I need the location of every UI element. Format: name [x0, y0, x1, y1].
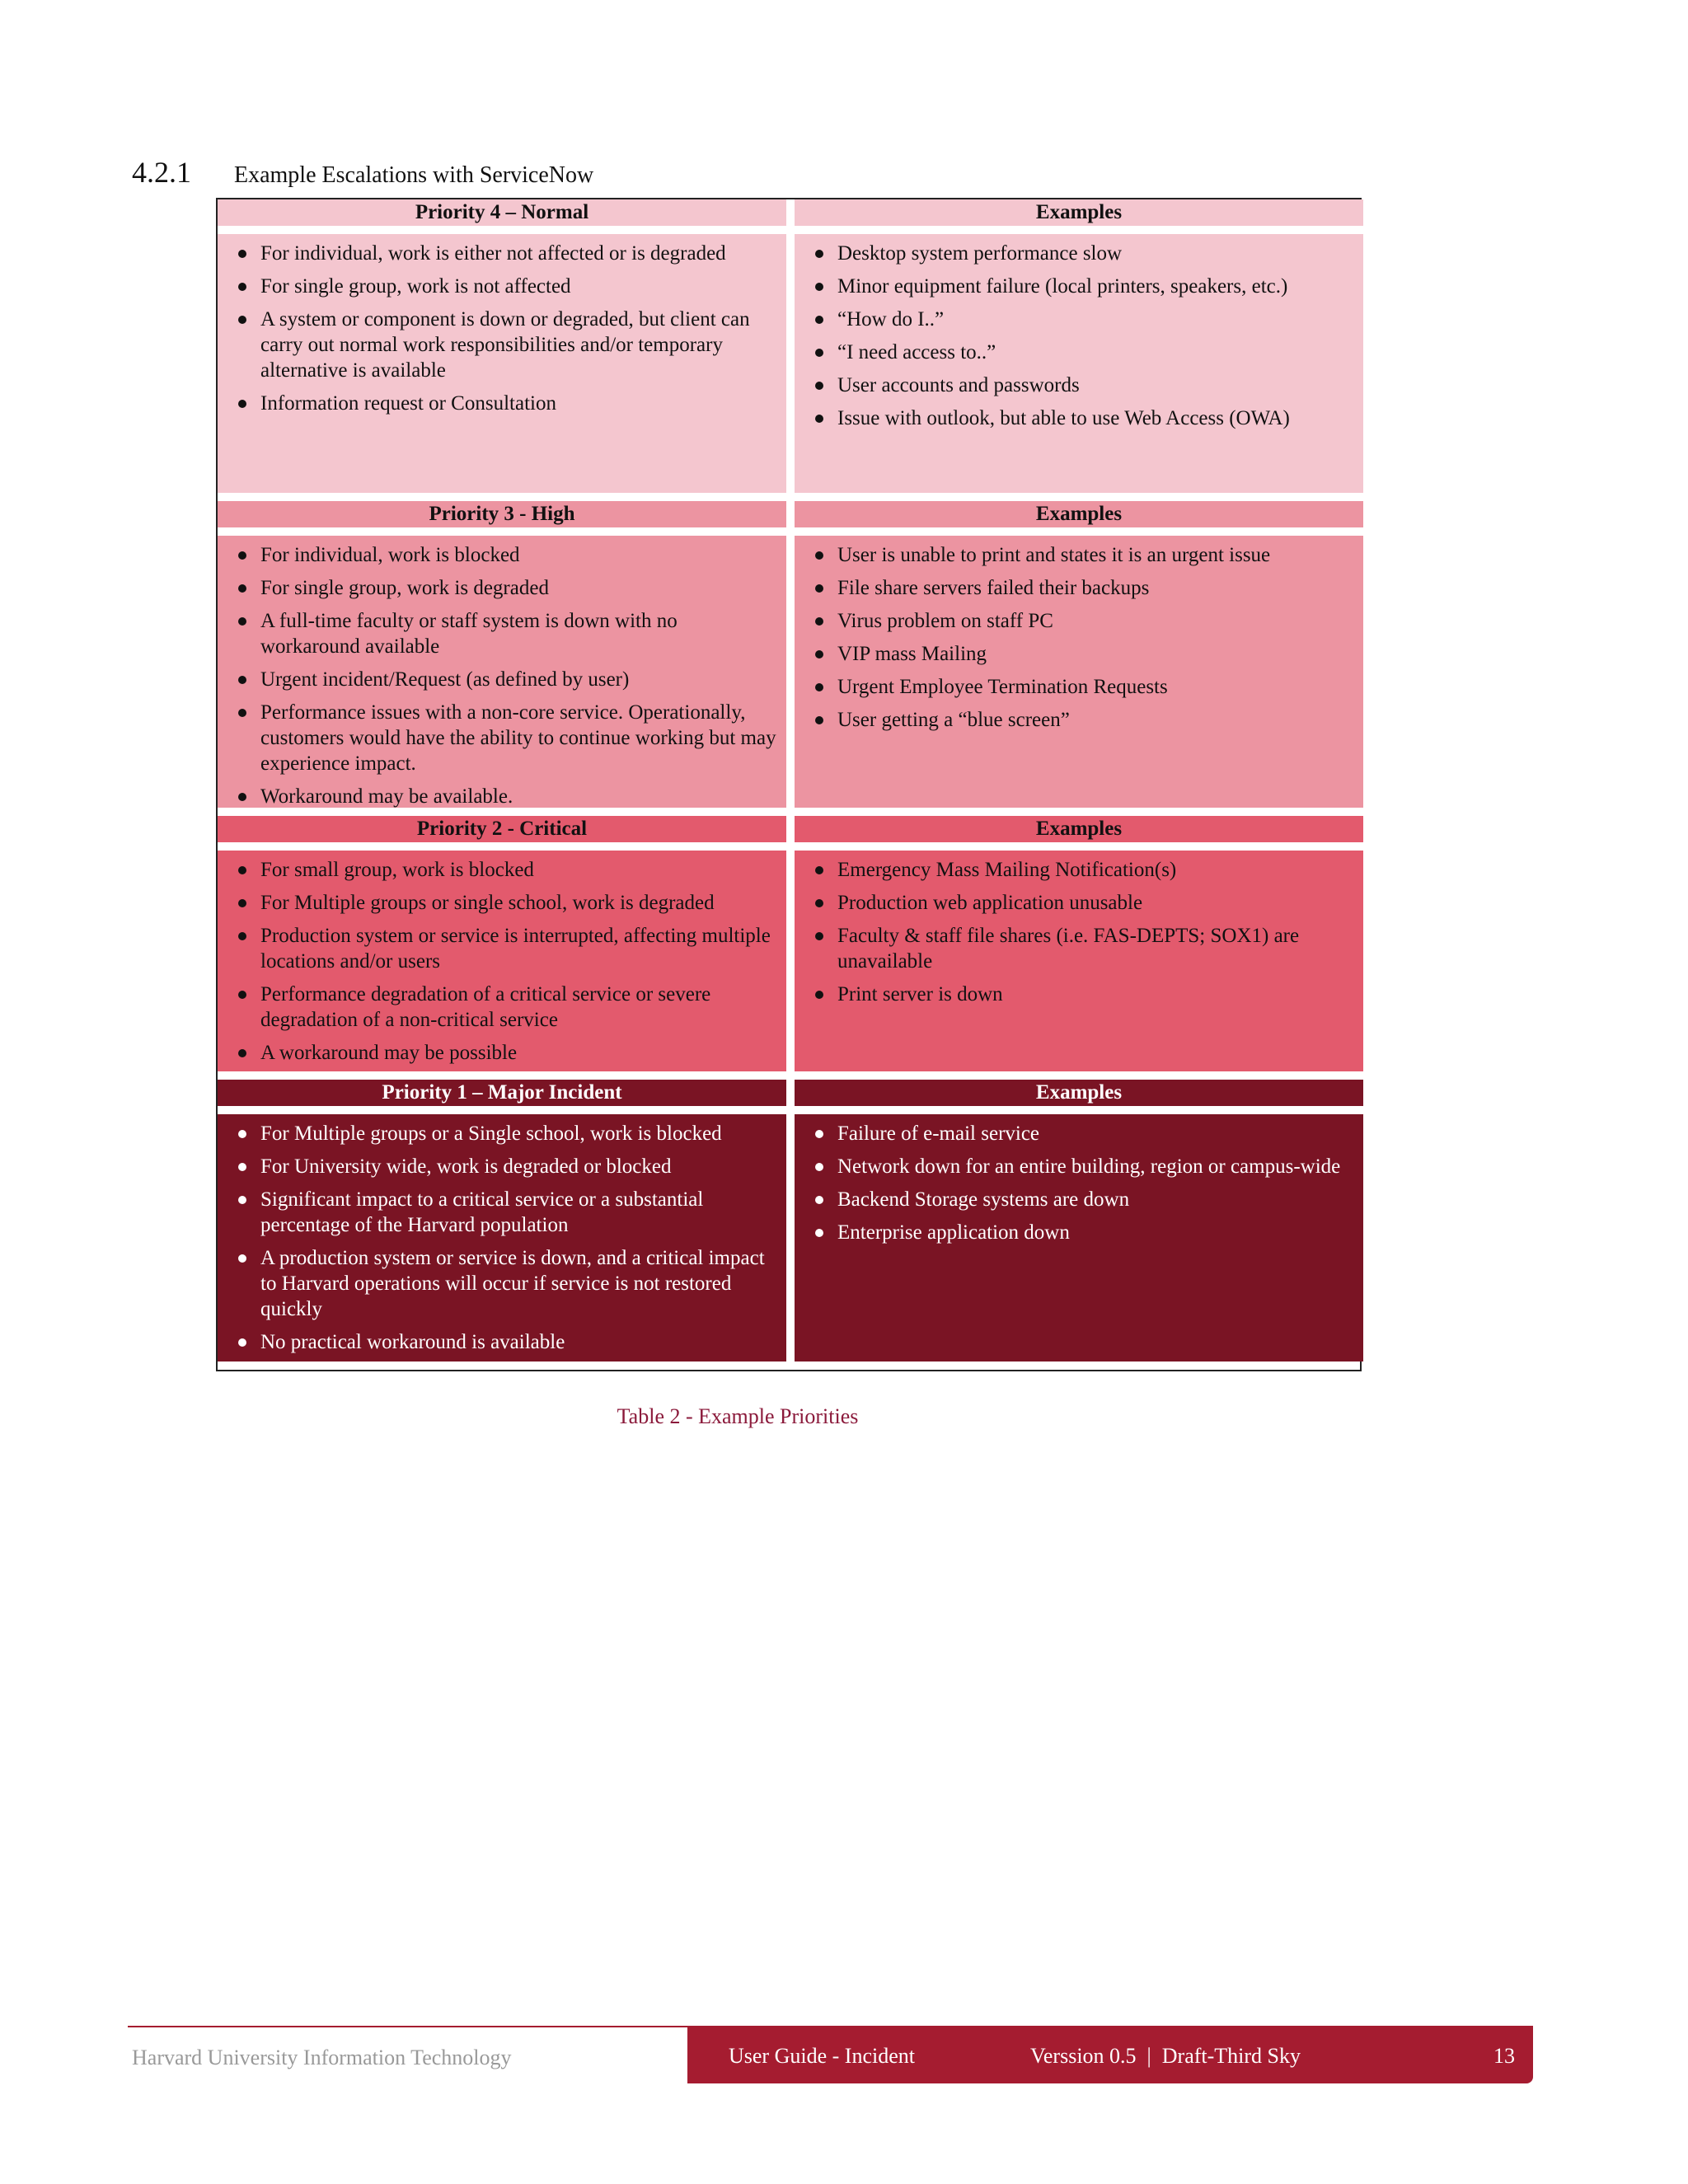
- example-item: Enterprise application down: [837, 1220, 1355, 1245]
- example-item: Faculty & staff file shares (i.e. FAS-DEPTS; SOX1) are unavailable: [837, 923, 1355, 974]
- example-item: “How do I..”: [837, 307, 1355, 332]
- criteria-item: For single group, work is not affected: [260, 274, 778, 299]
- example-item: User accounts and passwords: [837, 373, 1355, 398]
- criteria-item: For University wide, work is degraded or blocked: [260, 1154, 778, 1179]
- priority-1-examples: [795, 1114, 1363, 1361]
- footer-bar: [687, 2026, 1533, 2083]
- priority-2-examples: [795, 851, 1363, 1071]
- priority-1-criteria: [218, 1114, 786, 1361]
- example-item: File share servers failed their backups: [837, 575, 1355, 601]
- footer-org: Harvard University Information Technology: [132, 2046, 512, 2069]
- priority-table: [216, 198, 1362, 1371]
- section-number: 4.2.1: [132, 156, 191, 189]
- criteria-item: Production system or service is interrupted, affecting multiple locations and/or users: [260, 923, 778, 974]
- example-item: Emergency Mass Mailing Notification(s): [837, 857, 1355, 883]
- priority-1-header: Priority 1 – Major Incident: [218, 1080, 786, 1106]
- footer-guide-title: User Guide - Incident: [729, 2044, 915, 2068]
- footer-rule: [128, 2026, 688, 2027]
- criteria-item: No practical workaround is available: [260, 1329, 778, 1355]
- priority-1-examples-header: Examples: [795, 1080, 1363, 1106]
- table-caption: Table 2 - Example Priorities: [617, 1404, 859, 1428]
- criteria-item: A system or component is down or degraded, but client can carry out normal work responsibilities and/or temporary alternative is available: [260, 307, 778, 383]
- priority-3-examples: [795, 536, 1363, 808]
- example-item: User getting a “blue screen”: [837, 707, 1355, 733]
- criteria-item: Information request or Consultation: [260, 391, 778, 416]
- section-heading: [132, 155, 593, 190]
- example-item: User is unable to print and states it is an urgent issue: [837, 542, 1355, 568]
- priority-2-examples-header: Examples: [795, 816, 1363, 842]
- criteria-item: A full-time faculty or staff system is down with no workaround available: [260, 608, 778, 659]
- criteria-item: For Multiple groups or a Single school, work is blocked: [260, 1121, 778, 1146]
- criteria-item: For individual, work is blocked: [260, 542, 778, 568]
- criteria-item: Performance degradation of a critical service or severe degradation of a non-critical service: [260, 982, 778, 1033]
- priority-3-examples-header: Examples: [795, 501, 1363, 527]
- example-item: “I need access to..”: [837, 340, 1355, 365]
- criteria-item: A workaround may be possible: [260, 1040, 778, 1066]
- section-title: Example Escalations with ServiceNow: [234, 162, 594, 188]
- priority-3-criteria: [218, 536, 786, 808]
- example-item: Desktop system performance slow: [837, 241, 1355, 266]
- criteria-item: Significant impact to a critical service or a substantial percentage of the Harvard population: [260, 1187, 778, 1238]
- footer-version: Verssion 0.5 | Draft-Third Sky: [1030, 2044, 1301, 2068]
- priority-4-examples: [795, 234, 1363, 493]
- priority-3-header: Priority 3 - High: [218, 501, 786, 527]
- example-item: Virus problem on staff PC: [837, 608, 1355, 634]
- criteria-item: For single group, work is degraded: [260, 575, 778, 601]
- example-item: Failure of e-mail service: [837, 1121, 1355, 1146]
- criteria-item: A production system or service is down, and a critical impact to Harvard operations will occur if service is not restored quickly: [260, 1245, 778, 1322]
- page-number: 13: [1493, 2044, 1515, 2068]
- criteria-item: For small group, work is blocked: [260, 857, 778, 883]
- example-item: VIP mass Mailing: [837, 641, 1355, 667]
- example-item: Minor equipment failure (local printers, speakers, etc.): [837, 274, 1355, 299]
- example-item: Backend Storage systems are down: [837, 1187, 1355, 1212]
- priority-4-examples-header: Examples: [795, 199, 1363, 226]
- criteria-item: Workaround may be available.: [260, 784, 778, 809]
- example-item: Network down for an entire building, region or campus-wide: [837, 1154, 1355, 1179]
- priority-4-criteria: [218, 234, 786, 493]
- example-item: Urgent Employee Termination Requests: [837, 674, 1355, 700]
- example-item: Print server is down: [837, 982, 1355, 1007]
- example-item: Issue with outlook, but able to use Web Access (OWA): [837, 405, 1355, 431]
- criteria-item: Urgent incident/Request (as defined by user): [260, 667, 778, 692]
- criteria-item: For individual, work is either not affected or is degraded: [260, 241, 778, 266]
- priority-2-criteria: [218, 851, 786, 1071]
- criteria-item: For Multiple groups or single school, work is degraded: [260, 890, 778, 916]
- criteria-item: Performance issues with a non-core service. Operationally, customers would have the ability to continue working but may experience impact.: [260, 700, 778, 776]
- priority-4-header: Priority 4 – Normal: [218, 199, 786, 226]
- priority-2-header: Priority 2 - Critical: [218, 816, 786, 842]
- example-item: Production web application unusable: [837, 890, 1355, 916]
